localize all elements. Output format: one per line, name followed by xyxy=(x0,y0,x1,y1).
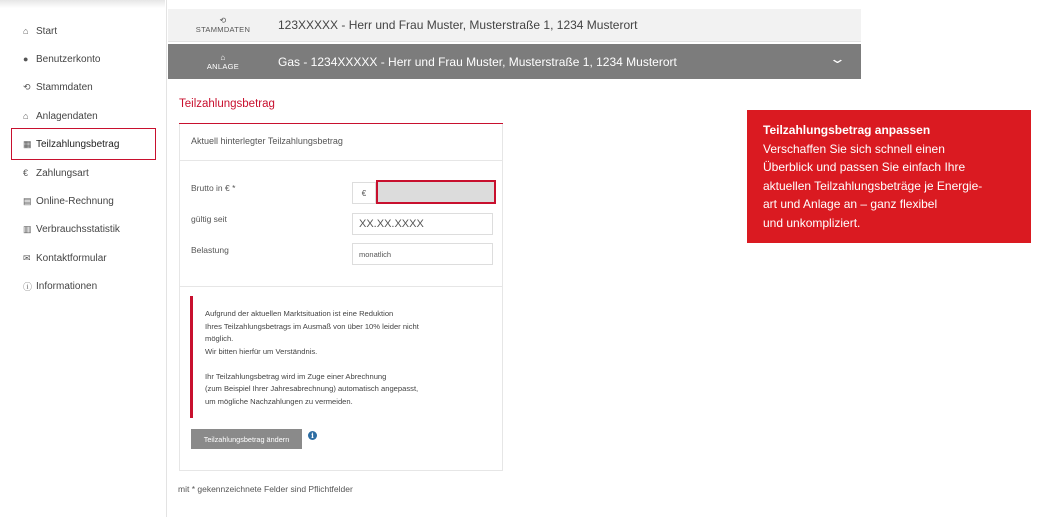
required-fields-note: mit * gekennzeichnete Felder sind Pflichtfelder xyxy=(178,484,353,494)
notice-line: Aufgrund der aktuellen Marktsituation ist eine Reduktion xyxy=(205,309,394,318)
sidebar-item-label: Kontaktformular xyxy=(36,252,107,264)
notice-box xyxy=(190,296,490,418)
refresh-icon: ⟲ xyxy=(23,81,31,92)
form-panel xyxy=(179,124,503,471)
document-icon: ▤ xyxy=(23,195,32,206)
home-icon: ⌂ xyxy=(23,26,29,36)
info-icon: ⓘ xyxy=(23,281,33,292)
sidebar-item-stammdaten[interactable] xyxy=(23,77,93,97)
sidebar-item-label: Stammdaten xyxy=(36,81,93,93)
stammdaten-tag xyxy=(168,16,278,34)
refresh-icon: ⟲ xyxy=(219,16,227,25)
sidebar-item-zahlungsart[interactable] xyxy=(23,163,89,183)
notice-line: Ihres Teilzahlungsbetrags im Ausmaß von über 10% leider nicht xyxy=(205,321,419,331)
sidebar-item-informationen[interactable] xyxy=(23,276,97,296)
sidebar-item-online-rechnung[interactable] xyxy=(23,191,114,211)
info-icon[interactable]: i xyxy=(308,431,317,440)
form-heading: Aktuell hinterlegter Teilzahlungsbetrag xyxy=(191,136,343,146)
belastung-label: Belastung xyxy=(191,245,229,255)
brutto-label: Brutto in € * xyxy=(191,183,236,193)
notice-line: Wir bitten hierfür um Verständnis. xyxy=(205,346,318,356)
sidebar-item-anlagendaten[interactable] xyxy=(23,106,98,126)
anlage-tag xyxy=(168,53,278,71)
gueltig-label: gültig seit xyxy=(191,214,227,224)
notice-line xyxy=(205,358,490,371)
calendar-icon: ▦ xyxy=(23,138,32,149)
home-icon: ⌂ xyxy=(220,52,226,62)
currency-addon: € xyxy=(352,182,376,204)
home-icon: ⌂ xyxy=(23,111,29,121)
promo-title: Teilzahlungsbetrag anpassen xyxy=(763,123,931,137)
page-title: Teilzahlungsbetrag xyxy=(179,98,275,110)
euro-icon: € xyxy=(23,168,29,178)
divider xyxy=(180,160,502,161)
chevron-down-icon[interactable]: ⌄ xyxy=(828,51,847,66)
sidebar-item-label: Verbrauchsstatistik xyxy=(36,223,120,235)
sidebar-item-label: Informationen xyxy=(36,280,98,292)
user-icon: ● xyxy=(23,54,29,64)
sidebar-item-label: Zahlungsart xyxy=(36,167,89,179)
notice-line: möglich. xyxy=(205,334,234,343)
anlage-tag-label: ANLAGE xyxy=(206,61,240,71)
anlage-bar[interactable] xyxy=(168,44,861,79)
stammdaten-bar[interactable] xyxy=(168,9,861,42)
promo-box xyxy=(747,110,1031,243)
notice-line: um mögliche Nachzahlungen zu vermeiden. xyxy=(205,396,353,406)
stammdaten-text: 123XXXXX - Herr und Frau Muster, Musterstraße 1, 1234 Musterort xyxy=(278,18,638,32)
envelope-icon: ✉ xyxy=(23,252,31,263)
divider xyxy=(180,286,502,287)
sidebar-item-start[interactable] xyxy=(23,21,57,41)
sidebar-item-label: Teilzahlungsbetrag xyxy=(36,138,120,150)
notice-line: (zum Beispiel Ihrer Jahresabrechnung) automatisch angepasst, xyxy=(205,384,419,393)
brutto-input[interactable] xyxy=(376,180,496,204)
sidebar-item-benutzerkonto[interactable] xyxy=(23,49,101,69)
belastung-field[interactable]: monatlich xyxy=(352,243,493,265)
sidebar-item-label: Start xyxy=(36,25,58,37)
bar-chart-icon: ▥ xyxy=(23,223,32,234)
sidebar xyxy=(0,0,167,517)
sidebar-item-verbrauchsstatistik[interactable] xyxy=(23,219,120,239)
sidebar-item-label: Benutzerkonto xyxy=(36,53,101,65)
promo-body: Verschaffen Sie sich schnell einen Überblick und passen Sie einfach Ihre aktuellen Teilzahlungsbeträge je Energie- art und Anlage an – ganz flexibel und unkompliziert. xyxy=(763,141,983,230)
sidebar-item-label: Online-Rechnung xyxy=(36,195,114,207)
notice-line: Ihr Teilzahlungsbetrag wird im Zuge einer Abrechnung xyxy=(205,371,387,381)
sidebar-item-label: Anlagendaten xyxy=(36,110,98,122)
sidebar-item-teilzahlungsbetrag[interactable] xyxy=(11,128,156,160)
change-amount-button[interactable]: Teilzahlungsbetrag ändern xyxy=(191,429,302,449)
sidebar-item-kontaktformular[interactable] xyxy=(23,248,107,268)
gueltig-field[interactable]: XX.XX.XXXX xyxy=(352,213,493,235)
stammdaten-tag-label: STAMMDATEN xyxy=(195,25,251,34)
anlage-text: Gas - 1234XXXXX - Herr und Frau Muster, Musterstraße 1, 1234 Musterort xyxy=(278,54,677,69)
